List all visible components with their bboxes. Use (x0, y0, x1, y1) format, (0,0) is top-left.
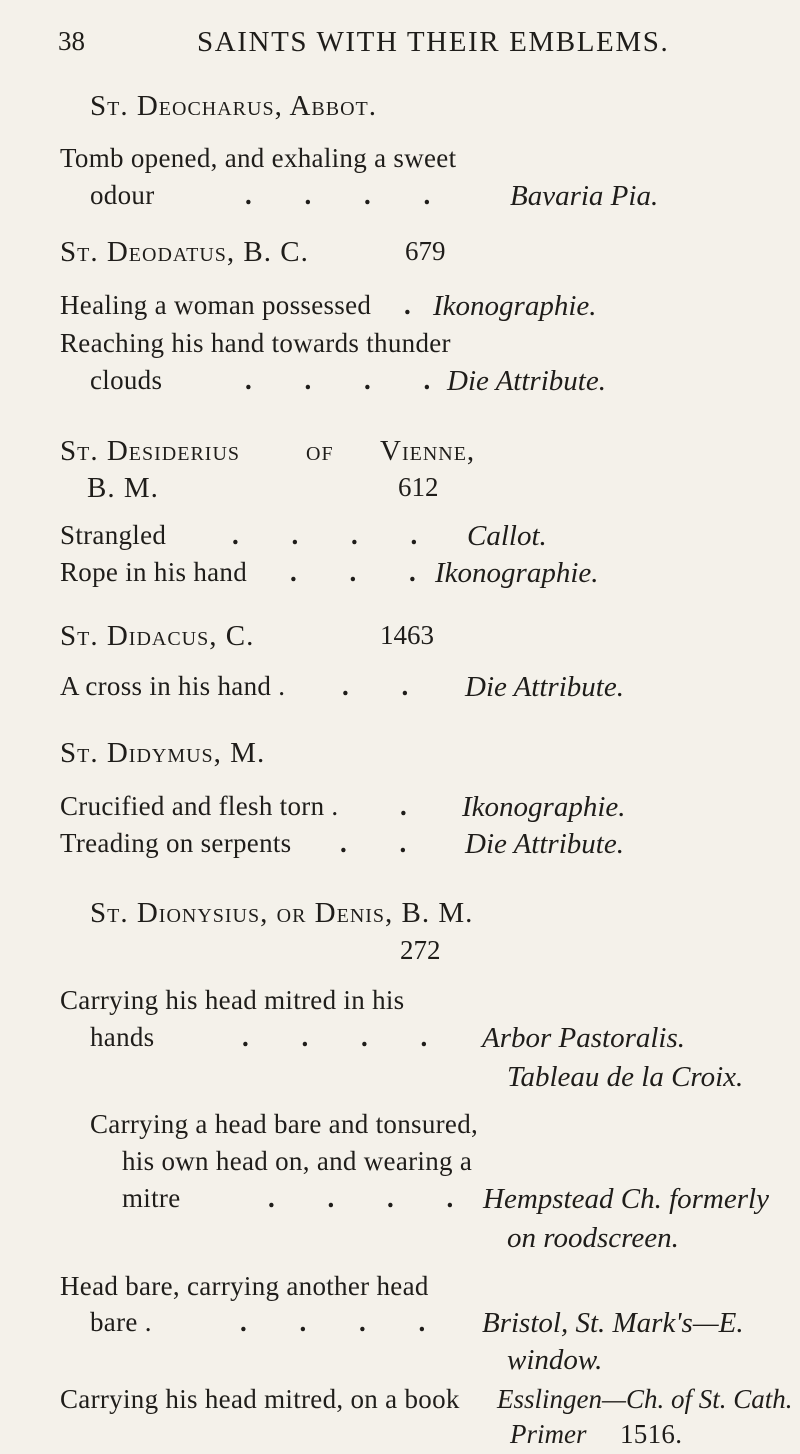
emblem-text: Carrying his head mitred, on a book (60, 1384, 460, 1414)
leader-dots: . . . . (245, 365, 454, 395)
source-citation: Primer (510, 1419, 587, 1449)
saint-title: B. M. (87, 472, 159, 504)
emblem-text: clouds (90, 365, 163, 395)
emblem-text: mitre (122, 1183, 181, 1213)
saint-year: 272 (400, 935, 441, 965)
running-head: SAINTS WITH THEIR EMBLEMS. (197, 26, 670, 58)
emblem-text: Healing a woman possessed (60, 290, 372, 320)
source-citation: Esslingen—Ch. of St. Cath. (497, 1384, 793, 1414)
leader-dots: . . (342, 671, 432, 701)
source-citation: Arbor Pastoralis. (482, 1022, 686, 1054)
saint-year: 612 (398, 472, 439, 502)
emblem-text: Carrying his head mitred in his (60, 985, 405, 1015)
saint-name: St. Didymus, M. (60, 737, 266, 769)
saint-name: St. Dionysius, or Denis, B. M. (90, 897, 474, 929)
saint-name: St. Desiderius (60, 435, 241, 467)
emblem-text: Carrying a head bare and tonsured, (90, 1109, 479, 1139)
emblem-text: Crucified and flesh torn . (60, 791, 339, 821)
source-citation: Die Attribute. (465, 671, 624, 703)
saint-name: St. Deodatus, B. C. (60, 236, 309, 268)
source-citation: Die Attribute. (465, 828, 624, 860)
emblem-text: hands (90, 1022, 155, 1052)
saint-name-of: of (306, 435, 334, 467)
emblem-text: A cross in his hand . (60, 671, 286, 701)
source-citation: window. (507, 1344, 603, 1376)
leader-dots: . . . (290, 557, 439, 587)
source-citation: on roodscreen. (507, 1222, 679, 1254)
leader-dots: . . . . (242, 1022, 451, 1052)
source-citation: Bristol, St. Mark's—E. (482, 1307, 744, 1339)
leader-dots: . . . . (245, 180, 454, 210)
leader-dots: . (400, 791, 430, 821)
source-year: 1516. (620, 1419, 683, 1449)
source-citation: Hempstead Ch. formerly (483, 1183, 769, 1215)
page-number: 38 (58, 26, 85, 56)
emblem-text: Treading on serpents (60, 828, 292, 858)
source-citation: Ikonographie. (433, 290, 597, 322)
source-citation: Tableau de la Croix. (507, 1061, 744, 1093)
emblem-text: Tomb opened, and exhaling a sweet (60, 143, 457, 173)
emblem-text: odour (90, 180, 155, 210)
emblem-text: Rope in his hand (60, 557, 248, 587)
emblem-text: bare . (90, 1307, 152, 1337)
saint-name-place: Vienne, (380, 435, 476, 467)
source-citation: Ikonographie. (435, 557, 599, 589)
emblem-text: Strangled (60, 520, 167, 550)
source-citation: Ikonographie. (462, 791, 626, 823)
emblem-text: Reaching his hand towards thunder (60, 328, 451, 358)
source-citation: Bavaria Pia. (510, 180, 659, 212)
leader-dots: . . . . (268, 1183, 477, 1213)
source-citation: Die Attribute. (447, 365, 606, 397)
source-citation: Callot. (467, 520, 547, 552)
saint-name: St. Didacus, C. (60, 620, 255, 652)
saint-year: 679 (405, 236, 446, 266)
leader-dots: . . (340, 828, 430, 858)
emblem-text: his own head on, and wearing a (122, 1146, 473, 1176)
leader-dots: . . . . (232, 520, 441, 550)
saint-year: 1463 (380, 620, 434, 650)
saint-name: St. Deocharus, Abbot. (90, 90, 378, 122)
emblem-text: Head bare, carrying another head (60, 1271, 429, 1301)
leader-dots: . (404, 290, 434, 320)
leader-dots: . . . . (240, 1307, 449, 1337)
